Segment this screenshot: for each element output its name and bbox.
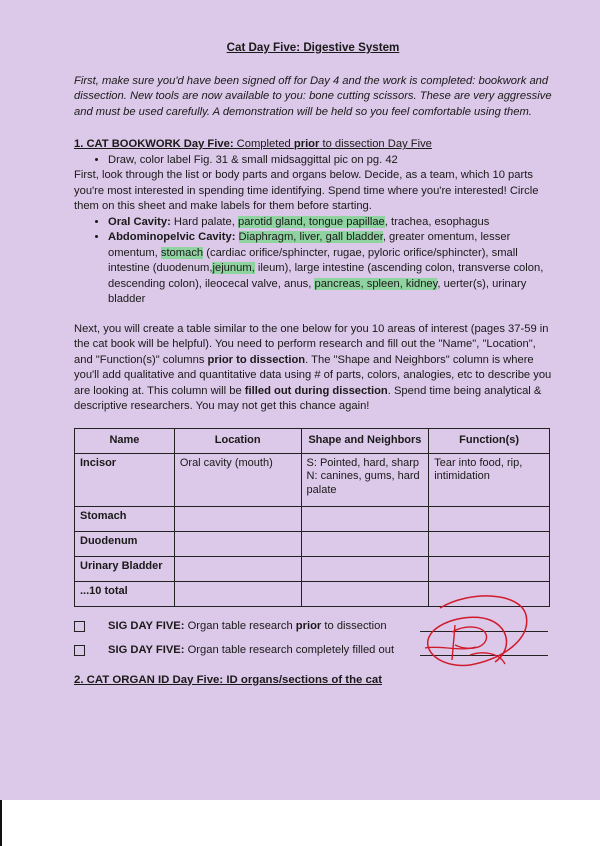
table-row xyxy=(75,556,550,581)
shape-cell xyxy=(301,531,429,556)
section1-bullet-list xyxy=(74,153,552,169)
organ-name-cell: Incisor xyxy=(75,453,175,506)
highlight: stomach xyxy=(160,246,204,259)
section1-heading: 1. CAT BOOKWORK Day Five: Completed prior to dissection Day Five xyxy=(74,138,432,150)
section1-paragraph: First, look through the list or body parts and organs below. Decide, as a team, which 10 parts you're most interested in spending time identifying. Spend time where you're interested! Circle them on this sheet and make labels for them before starting. xyxy=(74,169,539,212)
column-header: Name xyxy=(75,428,175,453)
body-parts-list xyxy=(74,215,552,308)
function-cell xyxy=(429,506,550,531)
draw-bullet: • Draw, color label Fig. 31 & small midsaggittal pic on pg. 42 xyxy=(108,153,552,169)
column-header: Location xyxy=(174,428,301,453)
highlight: parotid gland, tongue papillae xyxy=(237,215,385,228)
signoff-prior: SIG DAY FIVE: Organ table research prior to dissection xyxy=(74,619,552,635)
abdominopelvic-item: • Abdominopelvic Cavity: Diaphragm, liver, gall bladder, greater omentum, lesser omentum, stomach (cardiac orifice/sphincter, rugae, pyloric orifice/sphincter), small intestine (duodenum,jejunum, ileum), large intestine (ascending colon, transverse colon, descending colon), ileocecal valve, anus, pancreas, spleen, kidney, uerter(s), urinary bladder xyxy=(108,230,552,308)
location-cell xyxy=(174,556,301,581)
shape-cell xyxy=(301,581,429,606)
highlight: Diaphragm, liver, gall bladder xyxy=(238,231,383,243)
intro-paragraph: First, make sure you'd have been signed off for Day 4 and the work is completed: bookwork and dissection. New tools are now available to you: bone cutting scissors. These are very aggressive and must be used carefully. A demonstration will be held so you feel comfortable using them. xyxy=(74,74,552,118)
organ-name-cell: ...10 total xyxy=(75,581,175,606)
location-cell xyxy=(174,506,301,531)
table-row xyxy=(75,581,550,606)
signoff-checkbox[interactable] xyxy=(74,645,85,656)
shape-cell xyxy=(301,556,429,581)
shape-cell: S: Pointed, hard, sharp N: canines, gums, hard palate xyxy=(301,453,429,506)
function-cell xyxy=(429,556,550,581)
signoff-checkbox[interactable] xyxy=(74,621,85,632)
table-row xyxy=(75,453,550,506)
column-header: Shape and Neighbors xyxy=(301,428,429,453)
signature-line[interactable] xyxy=(420,655,548,656)
location-cell xyxy=(174,581,301,606)
location-cell xyxy=(174,531,301,556)
organ-name-cell: Stomach xyxy=(75,506,175,531)
table-row xyxy=(75,531,550,556)
location-cell: Oral cavity (mouth) xyxy=(174,453,301,506)
table-header-row xyxy=(75,428,550,453)
page-edge xyxy=(0,800,2,846)
function-cell xyxy=(429,581,550,606)
column-header: Function(s) xyxy=(429,428,550,453)
section2-heading: 2. CAT ORGAN ID Day Five: ID organs/sections of the cat xyxy=(74,673,383,686)
highlight: pancreas, spleen, kidney xyxy=(314,277,438,290)
shape-cell xyxy=(301,506,429,531)
table-row xyxy=(75,506,550,531)
function-cell xyxy=(429,531,550,556)
organ-table xyxy=(74,428,550,607)
oral-cavity-item: • Oral Cavity: Hard palate, parotid gland, tongue papillae, trachea, esophagus xyxy=(108,215,552,231)
instructions-paragraph: Next, you will create a table similar to the one below for you 10 areas of interest (pages 37-59 in the cat book will be helpful). You need to perform research and fill out the "Name", "Location", and "Function(s)" columns prior to dissection. The "Shape and Neighbors" column is where you'll add qualitative and quantitative data using # of parts, colors, analogies, etc to describe you are looking at. This column will be filled out during dissection. Spend time being analytical & descriptive researchers. You may not get this chance again! xyxy=(74,322,552,412)
signoff-complete: SIG DAY FIVE: Organ table research completely filled out xyxy=(74,643,552,659)
worksheet-content xyxy=(74,40,552,688)
organ-name-cell: Duodenum xyxy=(75,531,175,556)
organ-name-cell: Urinary Bladder xyxy=(75,556,175,581)
page-title: Cat Day Five: Digestive System xyxy=(226,41,400,54)
signature-line[interactable] xyxy=(420,631,548,632)
highlight: jejunum, xyxy=(212,262,255,274)
function-cell: Tear into food, rip, intimidation xyxy=(429,453,550,506)
